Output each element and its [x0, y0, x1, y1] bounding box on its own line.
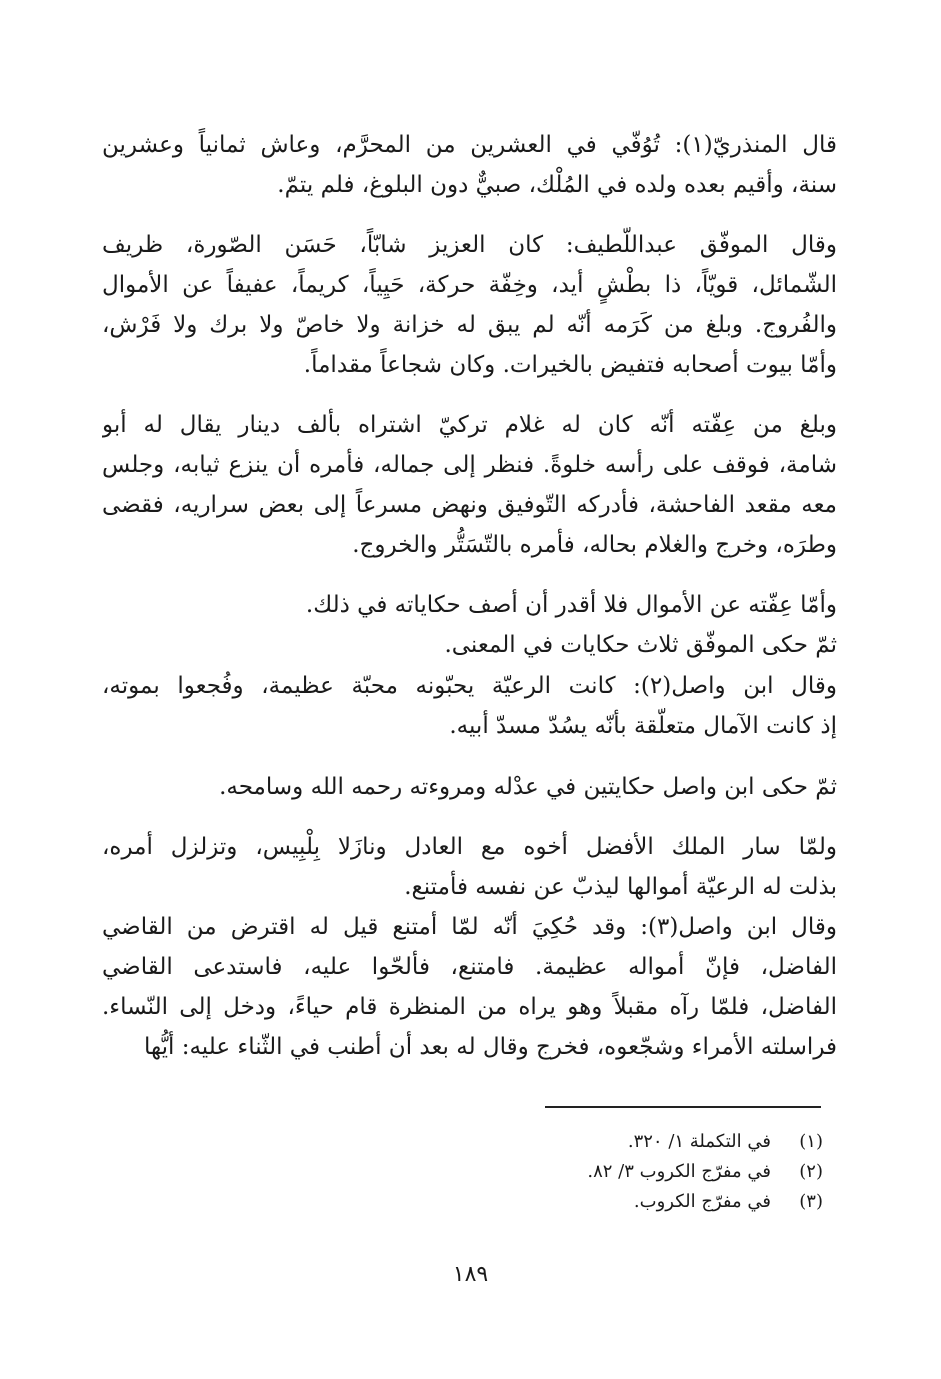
text-line: وقال ابن واصل(٣): وقد حُكِيَ أنّه لمّا أمتنع قيل له اقترض من القاضي	[102, 914, 837, 940]
text-line: شامة، فوقف على رأسه خلوةً. فنظر إلى جماله، فأمره أن ينزع ثيابه، وجلس	[102, 452, 837, 478]
text-line: ولمّا سار الملك الأفضل أخوه مع العادل ونازَلا بِلْبِيس، وتزلزل أمره،	[102, 834, 837, 860]
text-line: وقال ابن واصل(٢): كانت الرعيّة يحبّونه محبّة عظيمة، وفُجعوا بموته،	[102, 673, 837, 699]
footnote-separator	[545, 1106, 821, 1108]
text-line: الشّمائل، قويّاً، ذا بطْشٍ أيد، وخِفّة حركة، حَيِياً، كريماً، عفيفاً عن الأموال	[102, 272, 837, 298]
text-line: سنة، وأقيم بعده ولده في المُلْك، صبيٌّ دون البلوغ، فلم يتمّ.	[277, 172, 837, 198]
footnote	[323, 1128, 823, 1156]
text-line: والفُروج. وبلغ من كَرَمه أنّه لم يبق له خزانة ولا خاصّ ولا برك ولا فَرْش،	[102, 312, 837, 338]
text-line: فراسلته الأمراء وشجّعوه، فخرج وقال له بعد أن أطنب في الثّناء عليه: أيُّها	[144, 1034, 837, 1060]
text-line: وبلغ من عِفّته أنّه كان له غلام تركيّ اشتراه بألف دينار يقال له أبو	[102, 412, 837, 438]
text-line: وقال الموفّق عبداللّطيف: كان العزيز شابّاً، حَسَن الصّورة، ظريف	[102, 232, 837, 258]
text-line: ثمّ حكى الموفّق ثلاث حكايات في المعنى.	[444, 632, 837, 658]
text-line: بذلت له الرعيّة أموالها ليذبّ عن نفسه فأمتنع.	[404, 874, 837, 900]
footnote-number: (١)	[799, 1131, 823, 1152]
footnote-number: (٣)	[799, 1191, 823, 1212]
text-line: إذ كانت الآمال متعلّقة بأنّه يسُدّ مسدّ أبيه.	[449, 713, 837, 739]
text-line: وأمّا عِفّته عن الأموال فلا أقدر أن أصف حكاياته في ذلك.	[305, 592, 837, 618]
footnote	[323, 1158, 823, 1186]
text-line: قال المنذريّ(١): تُوُفّي في العشرين من المحرَّم، وعاش ثمانياً وعشرين	[102, 132, 837, 158]
page-number: ١٨٩	[452, 1262, 489, 1287]
text-line: ثمّ حكى ابن واصل حكايتين في عدْله ومروءته رحمه الله وسامحه.	[219, 774, 837, 800]
footnote-text: في مفرّج الكروب.	[633, 1191, 771, 1212]
text-line: معه مقعد الفاحشة، فأدركه التّوفيق ونهض مسرعاً إلى بعض سراريه، فقضى	[102, 492, 837, 518]
text-line: وطرَه، وخرج والغلام بحاله، فأمره بالتّسَتُّر والخروج.	[352, 532, 837, 558]
text-line: الفاضل، فلمّا رآه مقبلاً وهو يراه من المنظرة قام حياءً، ودخل إلى النّساء.	[102, 994, 837, 1020]
footnote	[323, 1188, 823, 1216]
text-line: وأمّا بيوت أصحابه فتفيض بالخيرات. وكان شجاعاً مقداماً.	[303, 352, 837, 378]
footnote-number: (٢)	[799, 1161, 823, 1182]
text-line: الفاضل، فإنّ أمواله عظيمة. فامتنع، فألحّوا عليه، فاستدعى القاضي	[102, 954, 837, 980]
footnote-text: في مفرّج الكروب ٣/ ٨٢.	[587, 1161, 771, 1182]
footnote-text: في التكملة ١/ ٣٢٠.	[627, 1131, 771, 1152]
